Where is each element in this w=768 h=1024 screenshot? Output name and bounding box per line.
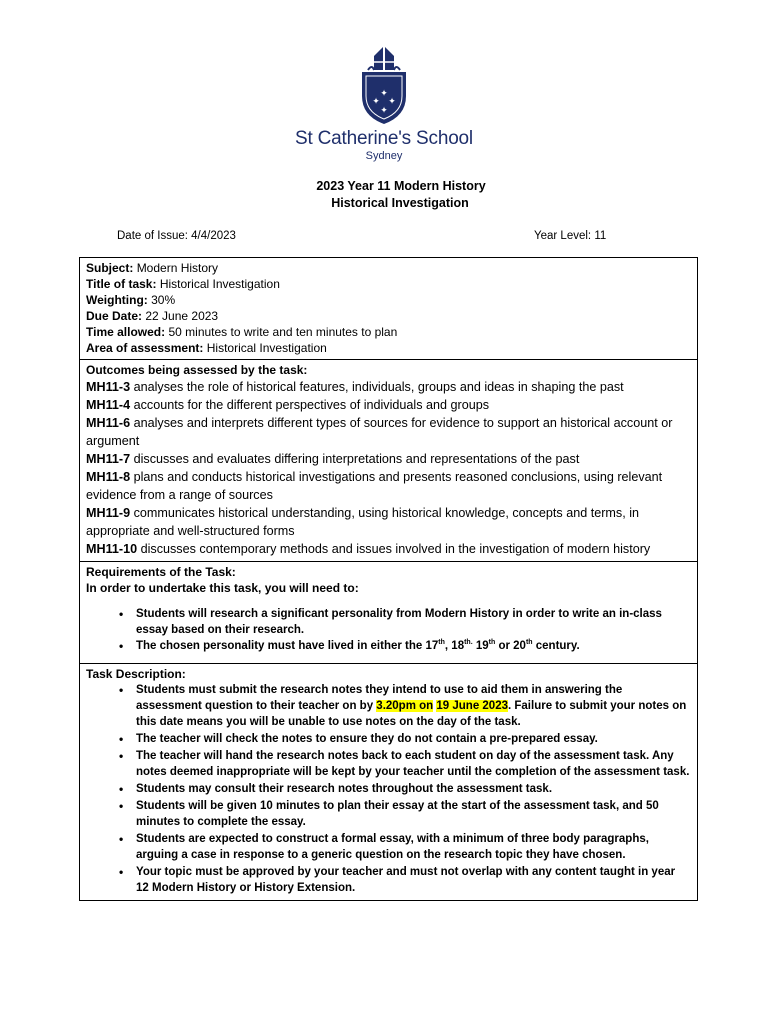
- task-title-line: Title of task: Historical Investigation: [86, 277, 280, 291]
- date-of-issue: Date of Issue: 4/4/2023: [117, 230, 236, 242]
- outcomes-heading: Outcomes being assessed by the task:: [86, 363, 308, 377]
- time-allowed-line: Time allowed: 50 minutes to write and ten minutes to plan: [86, 325, 398, 339]
- svg-text:✦: ✦: [372, 97, 380, 107]
- outcome-item: MH11-8 plans and conducts historical investigations and presents reasoned conclusions, using relevant evidence from a range of sources: [86, 470, 663, 502]
- due-date-line: Due Date: 22 June 2023: [86, 309, 219, 323]
- outcomes-cell: [80, 360, 698, 562]
- school-crest-icon: [354, 44, 414, 126]
- list-item: • The teacher will check the notes to ensure they do not contain a pre-prepared essay.: [86, 731, 691, 747]
- svg-text:✦: ✦: [388, 97, 396, 107]
- outcome-item: MH11-9 communicates historical understanding, using historical knowledge, concepts and terms, in appropriate and well-structured forms: [86, 506, 640, 538]
- outcomes-row: [80, 360, 698, 562]
- task-description-heading: Task Description:: [86, 667, 186, 681]
- list-item: • Students must submit the research notes they intend to use to aid them in answering the assessment question to their teacher on by 3.20pm on 19 June 2023. Failure to submit your notes on this date means you will be unable to use notes on the day of the task.: [86, 682, 691, 730]
- details-row: [80, 258, 698, 360]
- requirements-row: [80, 562, 698, 664]
- details-cell: [80, 258, 698, 360]
- subject-line: Subject: Modern History: [86, 261, 219, 275]
- year-level: Year Level: 11: [534, 230, 607, 242]
- area-line: Area of assessment: Historical Investigation: [86, 341, 327, 355]
- document-title: 2023 Year 11 Modern History: [316, 179, 486, 193]
- requirements-intro: In order to undertake this task, you will need to:: [86, 581, 359, 595]
- weighting-line: Weighting: 30%: [86, 293, 176, 307]
- outcome-item: MH11-10 discusses contemporary methods and issues involved in the investigation of modern history: [86, 542, 651, 556]
- task-description-list: [86, 682, 691, 896]
- outcome-item: MH11-4 accounts for the different perspectives of individuals and groups: [86, 398, 490, 412]
- task-description-cell: [80, 664, 698, 901]
- list-item: • The chosen personality must have lived in either the 17th, $18^{th.}$ 19th or 20th century.: [86, 638, 691, 654]
- requirements-cell: [80, 562, 698, 664]
- task-table: [79, 257, 698, 901]
- outcome-item: MH11-7 discusses and evaluates differing interpretations and representations of the past: [86, 452, 580, 466]
- task-description-row: [80, 664, 698, 901]
- outcome-item: MH11-6 analyses and interprets different types of sources for evidence to support an historical account or argument: [86, 416, 673, 448]
- svg-text:✦: ✦: [380, 89, 388, 99]
- school-logo: [0, 44, 768, 162]
- highlighted-time: 3.20pm on: [376, 700, 434, 712]
- outcome-item: MH11-3 analyses the role of historical features, individuals, groups and ideas in shaping the past: [86, 380, 624, 394]
- svg-text:✦: ✦: [380, 106, 388, 116]
- list-item: • The teacher will hand the research notes back to each student on day of the assessment task. Any notes deemed inappropriate will be kept by your teacher until the completion of the assessment task.: [86, 748, 691, 780]
- school-name: St Catherine's School: [295, 128, 473, 149]
- requirements-heading: Requirements of the Task:: [86, 565, 236, 579]
- document-subtitle: Historical Investigation: [331, 196, 469, 210]
- list-item: • Students will research a significant personality from Modern History in order to write an in-class essay based on their research.: [86, 606, 691, 638]
- list-item: • Students are expected to construct a formal essay, with a minimum of three body paragraphs, arguing a case in response to a generic question on the research topic they have chosen.: [86, 831, 691, 863]
- list-item: • Your topic must be approved by your teacher and must not overlap with any content taught in year 12 Modern History or History Extension.: [86, 864, 691, 896]
- requirements-list: [86, 606, 691, 654]
- list-item: • Students may consult their research notes throughout the assessment task.: [86, 781, 691, 797]
- school-city: Sydney: [365, 150, 403, 162]
- list-item: • Students will be given 10 minutes to plan their essay at the start of the assessment task, and 50 minutes to complete the essay.: [86, 798, 691, 830]
- highlighted-date: 19 June 2023: [436, 700, 508, 712]
